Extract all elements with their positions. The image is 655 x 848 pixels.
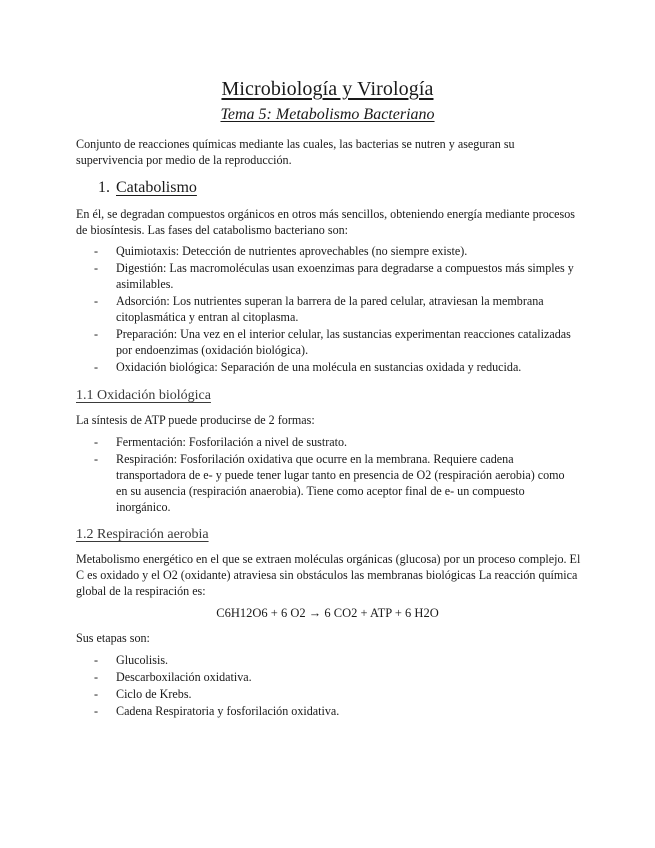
dash-bullet: - — [94, 244, 99, 258]
dash-bullet: - — [94, 327, 99, 341]
dash-bullet: - — [94, 452, 99, 466]
catabolismo-intro: En él, se degradan compuestos orgánicos en otros más sencillos, obteniendo energía mediante procesos de biosíntesis. Las fases del catabolismo bacteriano son: — [76, 207, 575, 237]
stages-label: Sus etapas son: — [76, 631, 150, 645]
dash-bullet: - — [94, 261, 99, 275]
respiration-formula: C6H12O6 + 6 O2 → 6 CO2 + ATP + 6 H2O — [216, 606, 439, 620]
list-item: - Quimiotaxis: Detección de nutrientes aprovechables (no siempre existe). — [94, 244, 468, 258]
atp-synthesis-list — [76, 434, 576, 516]
dash-bullet: - — [94, 360, 99, 374]
intro-paragraph: Conjunto de reacciones químicas mediante las cuales, las bacterias se nutren y aseguran su supervivencia por medio de la reproducción. — [76, 137, 515, 167]
list-item: - Cadena Respiratoria y fosforilación oxidativa. — [94, 704, 340, 718]
section-heading-catabolismo — [98, 179, 197, 197]
list-item: - Preparación: Una vez en el interior celular, las sustancias experimentan reacciones catalizadas por endoenzimas (oxidación biológica). — [94, 327, 571, 357]
list-item: - Digestión: Las macromoléculas usan exoenzimas para degradarse a compuestos más simples y asimilables. — [94, 261, 574, 291]
dash-bullet: - — [94, 704, 99, 718]
respiration-stages-list — [76, 652, 576, 720]
dash-bullet: - — [94, 653, 99, 667]
document-title: Microbiología y Virología — [221, 78, 434, 100]
subsection-heading-oxidacion: 1.1 Oxidación biológica — [76, 388, 211, 403]
list-item: - Fermentación: Fosforilación a nivel de sustrato. — [94, 435, 348, 449]
document-subtitle: Tema 5: Metabolismo Bacteriano — [220, 106, 435, 123]
section-number: 1. — [98, 179, 110, 196]
oxidacion-intro: La síntesis de ATP puede producirse de 2 formas: — [76, 413, 315, 427]
dash-bullet: - — [94, 687, 99, 701]
respiracion-intro: Metabolismo energético en el que se extraen moléculas orgánicas (glucosa) por un proceso complejo. El C es oxidado y el O2 (oxidante) atraviesa sin obstáculos las membranas biológicas La reacción química global de la respiración es: — [76, 552, 581, 598]
list-item: - Oxidación biológica: Separación de una molécula en sustancias oxidada y reducida. — [94, 360, 522, 374]
list-item: - Respiración: Fosforilación oxidativa que ocurre en la membrana. Requiere cadena transportadora de e- y puede tener lugar tanto en presencia de O2 (respiración aerobia) como en su ausencia (respiración anaerobia). Tiene como aceptor final de e- un compuesto inorgánico. — [94, 452, 565, 514]
subsection-heading-respiracion: 1.2 Respiración aerobia — [76, 527, 209, 542]
list-item: - Descarboxilación oxidativa. — [94, 670, 252, 684]
section-heading-text: Catabolismo — [116, 179, 197, 196]
dash-bullet: - — [94, 435, 99, 449]
list-item: - Glucolisis. — [94, 653, 169, 667]
dash-bullet: - — [94, 670, 99, 684]
list-item: - Ciclo de Krebs. — [94, 687, 192, 701]
catabolismo-phase-list — [76, 243, 576, 376]
dash-bullet: - — [94, 294, 99, 308]
list-item: - Adsorción: Los nutrientes superan la barrera de la pared celular, atraviesan la membrana citoplasmática y entran al citoplasma. — [94, 294, 544, 324]
